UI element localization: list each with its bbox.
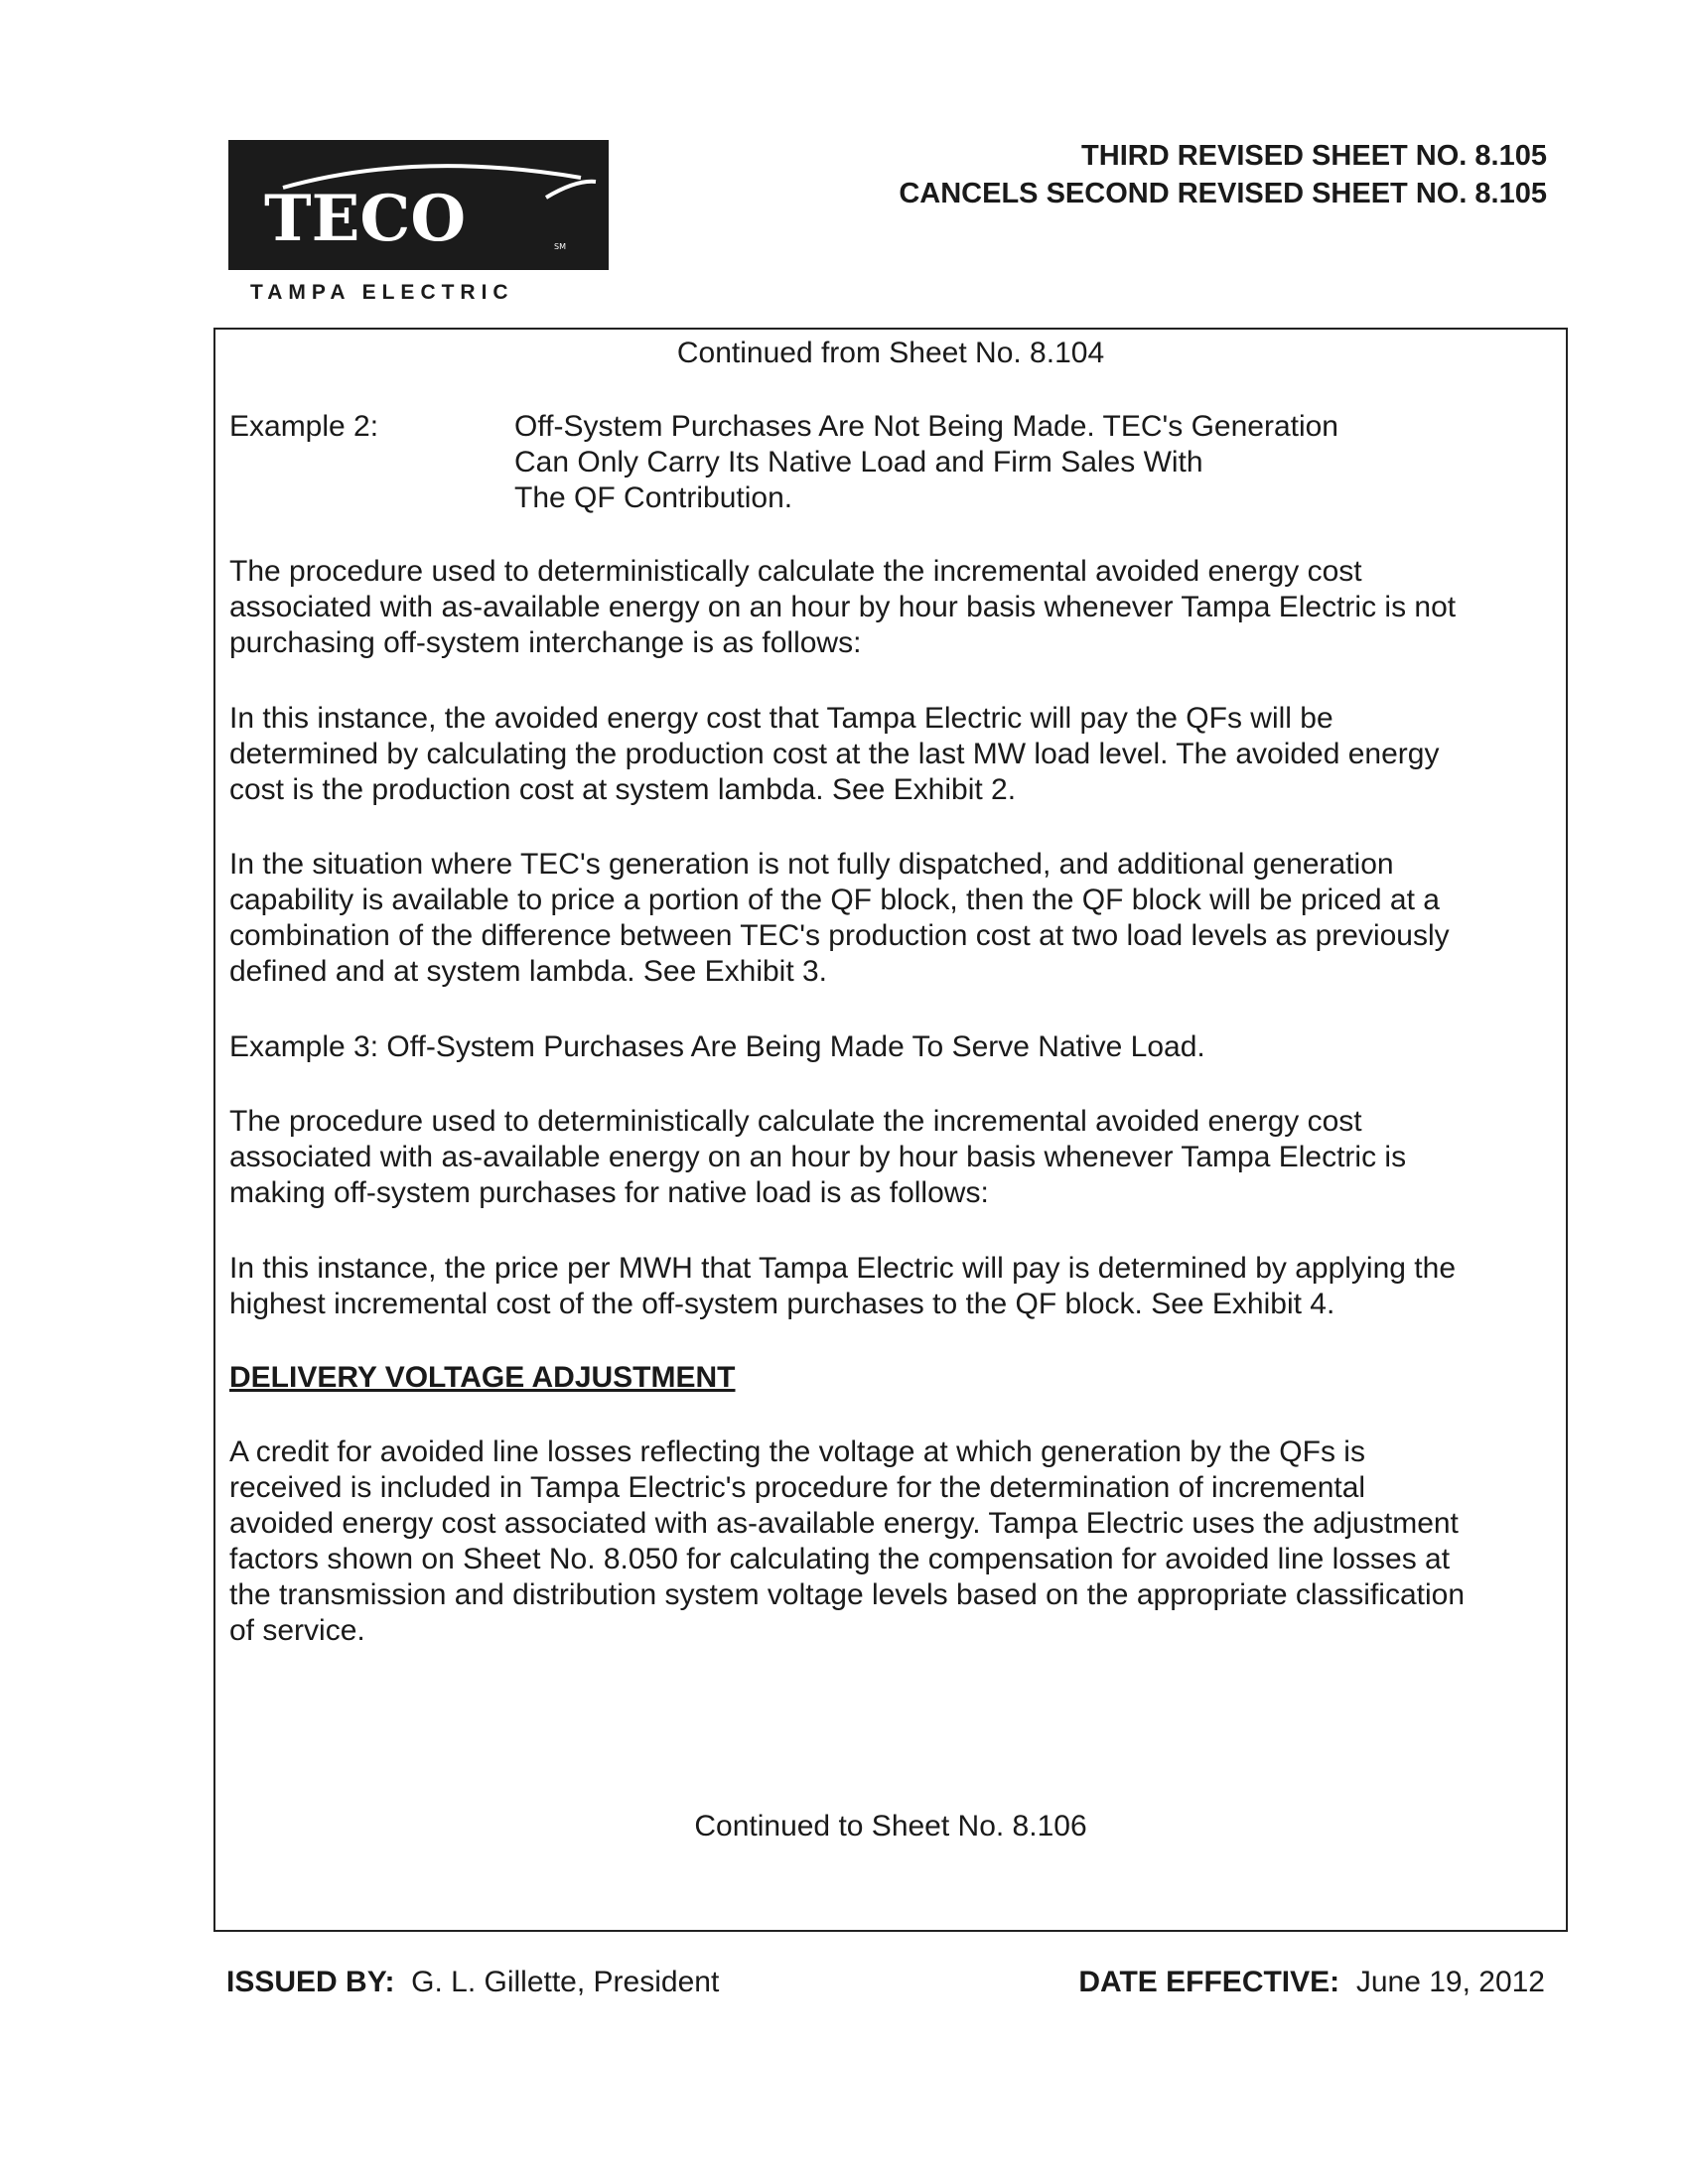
paragraph-line: The procedure used to deterministically calculate the incremental avoided energy cost: [229, 555, 1362, 588]
paragraph-line: A credit for avoided line losses reflecting the voltage at which generation by the QFs is: [229, 1435, 1365, 1468]
paragraph-line: In this instance, the price per MWH that Tampa Electric will pay is determined by applying the: [229, 1252, 1457, 1285]
paragraph-line: determined by calculating the production cost at the last MW load level. The avoided energy: [229, 738, 1440, 770]
paragraph-line: associated with as-available energy on an hour by hour basis whenever Tampa Electric is not: [229, 591, 1457, 623]
sheet-header: [899, 137, 1547, 212]
paragraph-line: In this instance, the avoided energy cost that Tampa Electric will pay the QFs will be: [229, 702, 1333, 735]
teco-logo-graphic: [228, 140, 609, 270]
date-effective: [1078, 1966, 1545, 1999]
teco-logo: [228, 140, 609, 270]
section-heading: DELIVERY VOLTAGE ADJUSTMENT: [229, 1361, 736, 1394]
paragraph-line: avoided energy cost associated with as-available energy. Tampa Electric uses the adjustment: [229, 1507, 1459, 1540]
example2-label: Example 2:: [229, 410, 379, 443]
example3-line: Example 3: Off-System Purchases Are Being Made To Serve Native Load.: [229, 1030, 1205, 1063]
paragraph-line: of service.: [229, 1614, 365, 1647]
logo-wordmark: TECO: [264, 182, 467, 256]
paragraph-line: factors shown on Sheet No. 8.050 for calculating the compensation for avoided line losses at: [229, 1543, 1451, 1575]
paragraph-line: the transmission and distribution system voltage levels based on the appropriate classification: [229, 1578, 1466, 1611]
date-effective-label: DATE EFFECTIVE:: [1078, 1966, 1340, 1998]
issued-by-label: ISSUED BY:: [226, 1966, 395, 1998]
paragraph-line: combination of the difference between TEC's production cost at two load levels as previously: [229, 919, 1450, 952]
paragraph-line: In the situation where TEC's generation is not fully dispatched, and additional generation: [229, 848, 1394, 881]
sheet-cancels: CANCELS SECOND REVISED SHEET NO. 8.105: [899, 178, 1547, 209]
paragraph-line: The procedure used to deterministically calculate the incremental avoided energy cost: [229, 1105, 1362, 1138]
paragraph-line: purchasing off-system interchange is as follows:: [229, 626, 862, 659]
date-effective-value: June 19, 2012: [1355, 1966, 1545, 1998]
paragraph-line: highest incremental cost of the off-system purchases to the QF block. See Exhibit 4.: [229, 1288, 1335, 1320]
example2-line: Off-System Purchases Are Not Being Made. TEC's Generation: [514, 410, 1338, 443]
paragraph-line: cost is the production cost at system lambda. See Exhibit 2.: [229, 773, 1017, 806]
paragraph-line: making off-system purchases for native load is as follows:: [229, 1176, 989, 1209]
continued-to: Continued to Sheet No. 8.106: [694, 1810, 1087, 1843]
continued-from: Continued from Sheet No. 8.104: [676, 337, 1105, 369]
paragraph-line: capability is available to price a portion of the QF block, then the QF block will be priced at a: [229, 884, 1440, 916]
issued-by: [226, 1966, 719, 1999]
logo-mark: SM: [554, 242, 566, 251]
paragraph-line: received is included in Tampa Electric's procedure for the determination of incremental: [229, 1471, 1366, 1504]
logo-subtitle: TAMPA ELECTRIC: [250, 281, 514, 304]
example2-line: Can Only Carry Its Native Load and Firm Sales With: [514, 446, 1203, 478]
content-frame: [213, 328, 1568, 1932]
sheet-number: THIRD REVISED SHEET NO. 8.105: [1081, 140, 1547, 172]
paragraph-line: defined and at system lambda. See Exhibit 3.: [229, 955, 828, 988]
example2-line: The QF Contribution.: [514, 481, 793, 514]
paragraph-line: associated with as-available energy on an hour by hour basis whenever Tampa Electric is: [229, 1141, 1407, 1173]
issued-by-value: G. L. Gillette, President: [411, 1966, 720, 1998]
